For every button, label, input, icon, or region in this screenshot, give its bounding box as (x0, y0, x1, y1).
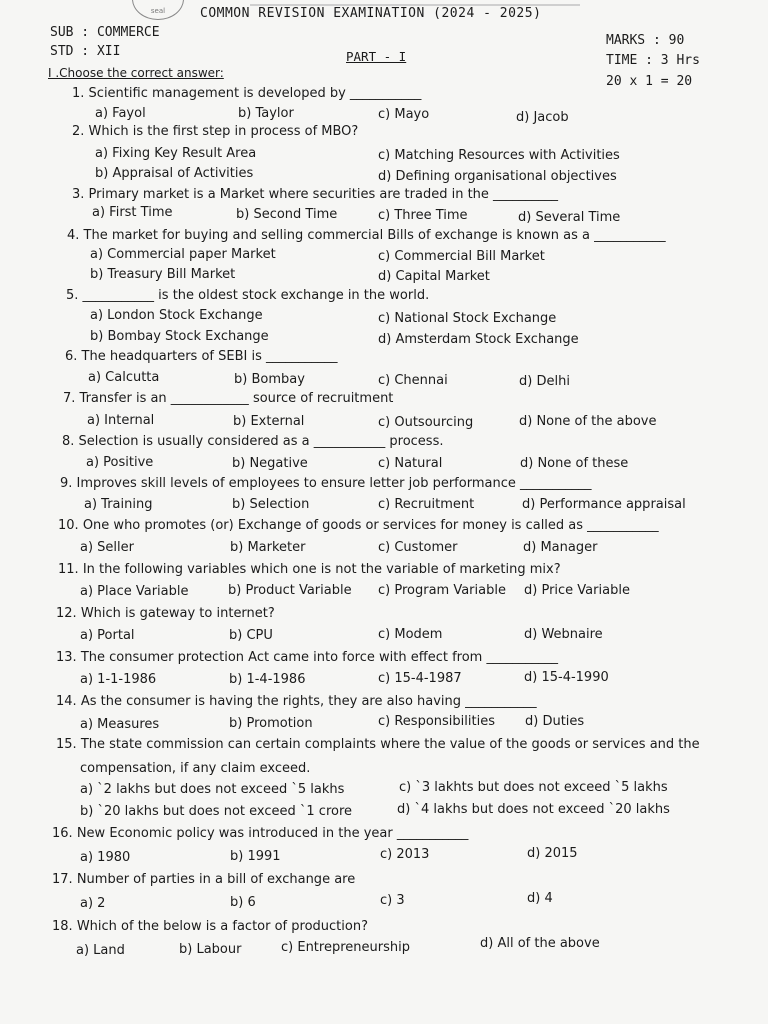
option-d: d) Duties (525, 714, 585, 729)
question-number: 17. (52, 872, 73, 887)
option-a: a) Internal (87, 413, 155, 428)
option-a: a) Seller (80, 540, 134, 555)
option-d: d) 15-4-1990 (524, 670, 609, 685)
option-a: a) `2 lakhs but does not exceed `5 lakhs (80, 782, 345, 797)
option-c: c) Commercial Bill Market (378, 249, 545, 264)
question-text: The state commission can certain complaints where the value of the goods or services and the (80, 737, 700, 752)
option-b: b) Labour (179, 942, 242, 957)
question-text: Which is the first step in process of MBO? (88, 124, 359, 139)
option-c: c) Outsourcing (378, 415, 474, 430)
option-b: b) 6 (230, 895, 256, 910)
question-7 (63, 391, 393, 406)
marks-scheme: 20 x 1 = 20 (606, 74, 693, 89)
option-d: d) Jacob (516, 110, 569, 125)
option-d: d) `4 lakhs but does not exceed `20 lakhs (397, 802, 670, 817)
question-5 (66, 288, 429, 303)
option-b: b) 1991 (230, 849, 281, 864)
question-text: The market for buying and selling commercial Bills of exchange is known as a ___________ (83, 228, 666, 243)
question-8 (62, 434, 443, 449)
option-d: d) All of the above (480, 936, 600, 951)
option-c: c) 3 (380, 893, 405, 908)
section-instruction: I .Choose the correct answer: (48, 66, 224, 80)
option-c: c) `3 lakhts but does not exceed `5 lakhs (399, 780, 668, 795)
option-d: d) Manager (523, 540, 598, 555)
question-text: Scientific management is developed by ___________ (88, 86, 422, 101)
option-b: b) Negative (232, 456, 308, 471)
time-label: TIME : 3 Hrs (606, 53, 700, 68)
option-c: c) 15-4-1987 (378, 671, 462, 686)
option-a: a) Training (84, 497, 153, 512)
question-4 (67, 228, 666, 243)
question-text: As the consumer is having the rights, they are also having ___________ (80, 694, 537, 709)
question-text: The consumer protection Act came into force with effect from ___________ (80, 650, 558, 665)
option-d: d) None of these (520, 456, 629, 471)
question-10 (58, 518, 659, 533)
question-number: 2. (72, 124, 85, 139)
exam-title: COMMON REVISION EXAMINATION (2024 - 2025) (200, 6, 542, 21)
option-d: d) 2015 (527, 846, 578, 861)
option-c: c) Modem (378, 627, 443, 642)
option-d: d) Webnaire (524, 627, 603, 642)
question-3 (72, 187, 558, 202)
option-a: a) 1-1-1986 (80, 672, 157, 687)
question-number: 3. (72, 187, 85, 202)
option-b: b) Taylor (238, 106, 294, 121)
option-c: c) National Stock Exchange (378, 311, 557, 326)
option-a: a) First Time (92, 205, 173, 220)
question-9 (60, 476, 591, 491)
question-text: Number of parties in a bill of exchange are (76, 872, 356, 887)
option-b: b) CPU (229, 628, 273, 643)
question-16 (52, 826, 468, 841)
option-a: a) London Stock Exchange (90, 308, 263, 323)
question-12 (56, 606, 275, 621)
question-2 (72, 124, 358, 139)
question-13 (56, 650, 558, 665)
question-number: 7. (63, 391, 76, 406)
question-text: Which of the below is a factor of production? (76, 919, 368, 934)
question-number: 16. (52, 826, 73, 841)
option-b: b) `20 lakhs but does not exceed `1 crore (80, 804, 353, 819)
question-text: ___________ is the oldest stock exchange in the world. (82, 288, 430, 303)
option-a: a) Fayol (95, 106, 146, 121)
option-a: a) 1980 (80, 850, 131, 865)
question-11 (58, 562, 561, 577)
option-c: c) Chennai (378, 373, 448, 388)
question-6 (65, 349, 338, 364)
option-d: d) 4 (527, 891, 553, 906)
question-text: The headquarters of SEBI is ___________ (81, 349, 338, 364)
option-b: b) 1-4-1986 (229, 672, 306, 687)
option-a: a) Place Variable (80, 584, 189, 599)
option-d: d) Price Variable (524, 583, 630, 598)
question-number: 6. (65, 349, 78, 364)
option-d: d) None of the above (519, 414, 657, 429)
option-b: b) Product Variable (228, 583, 352, 598)
question-17 (52, 872, 355, 887)
option-c: c) Matching Resources with Activities (378, 148, 620, 163)
question-number: 15. (56, 737, 77, 752)
option-d: d) Performance appraisal (522, 497, 686, 512)
question-number: 9. (60, 476, 73, 491)
option-a: a) Measures (80, 717, 160, 732)
option-a: a) Land (76, 943, 125, 958)
option-a: a) Fixing Key Result Area (95, 146, 257, 161)
option-b: b) Bombay Stock Exchange (90, 329, 269, 344)
option-a: a) Commercial paper Market (90, 247, 276, 262)
option-c: c) Natural (378, 456, 443, 471)
question-18 (52, 919, 368, 934)
question-number: 10. (58, 518, 79, 533)
question-number: 14. (56, 694, 77, 709)
question-text: New Economic policy was introduced in the year ___________ (76, 826, 469, 841)
option-c: c) Entrepreneurship (281, 940, 410, 955)
option-d: d) Defining organisational objectives (378, 169, 617, 184)
option-d: d) Amsterdam Stock Exchange (378, 332, 579, 347)
question-14 (56, 694, 537, 709)
option-d: d) Several Time (518, 210, 621, 225)
question-text: Primary market is a Market where securities are traded in the __________ (88, 187, 559, 202)
option-d: d) Capital Market (378, 269, 490, 284)
option-b: b) Marketer (230, 540, 306, 555)
question-text-continued: compensation, if any claim exceed. (80, 761, 311, 776)
school-logo-icon: seal (132, 0, 184, 20)
option-b: b) Bombay (234, 372, 305, 387)
subject-label: SUB : COMMERCE (50, 25, 160, 40)
option-b: b) Promotion (229, 716, 313, 731)
option-c: c) Mayo (378, 107, 430, 122)
question-number: 11. (58, 562, 79, 577)
option-a: a) Positive (86, 455, 154, 470)
question-number: 13. (56, 650, 77, 665)
question-15 (56, 737, 700, 752)
option-a: a) 2 (80, 896, 106, 911)
question-number: 18. (52, 919, 73, 934)
option-b: b) External (233, 414, 305, 429)
option-b: b) Second Time (236, 207, 338, 222)
question-text: One who promotes (or) Exchange of goods or services for money is called as ___________ (82, 518, 659, 533)
part-heading: PART - I (346, 49, 407, 64)
question-number: 1. (72, 86, 85, 101)
question-text: In the following variables which one is not the variable of marketing mix? (82, 562, 561, 577)
question-text: Selection is usually considered as a ___________ process. (78, 434, 444, 449)
option-c: c) Responsibilities (378, 714, 495, 729)
question-text: Improves skill levels of employees to ensure letter job performance ___________ (76, 476, 592, 491)
option-a: a) Portal (80, 628, 135, 643)
marks-label: MARKS : 90 (606, 33, 685, 48)
question-number: 8. (62, 434, 75, 449)
option-c: c) Program Variable (378, 583, 506, 598)
option-c: c) Three Time (378, 208, 468, 223)
option-b: b) Appraisal of Activities (95, 166, 254, 181)
question-1 (72, 86, 421, 101)
question-number: 4. (67, 228, 80, 243)
question-text: Transfer is an ____________ source of recruitment (79, 391, 394, 406)
question-text: Which is gateway to internet? (80, 606, 275, 621)
option-b: b) Treasury Bill Market (90, 267, 236, 282)
option-c: c) Recruitment (378, 497, 475, 512)
option-a: a) Calcutta (88, 370, 160, 385)
standard-label: STD : XII (50, 44, 121, 59)
option-b: b) Selection (232, 497, 310, 512)
option-c: c) 2013 (380, 847, 430, 862)
question-number: 12. (56, 606, 77, 621)
question-number: 5. (66, 288, 79, 303)
option-c: c) Customer (378, 540, 458, 555)
option-d: d) Delhi (519, 374, 570, 389)
